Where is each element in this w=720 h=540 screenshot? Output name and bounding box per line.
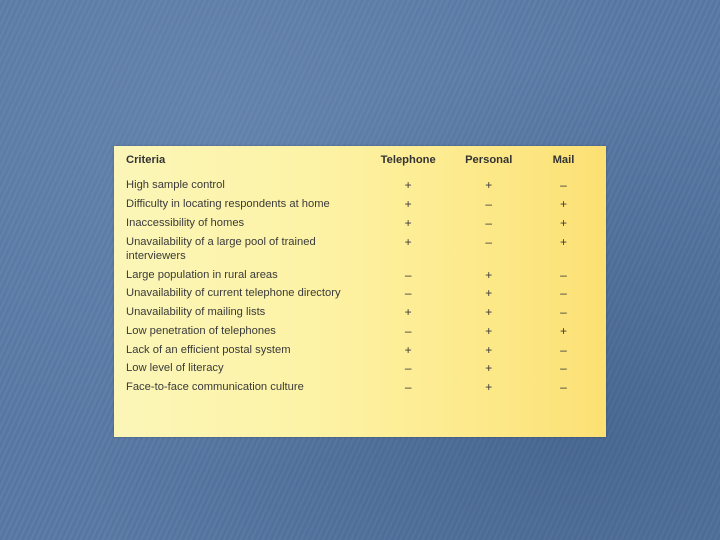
cell-criteria: Unavailability of mailing lists	[126, 306, 266, 319]
cell-telephone: +	[404, 342, 412, 357]
table-row	[122, 265, 600, 284]
cell-criteria: Unavailability of current telephone directory	[126, 287, 341, 300]
cell-telephone: –	[404, 361, 412, 376]
cell-personal: +	[485, 342, 493, 357]
cell-criteria: Lack of an efficient postal system	[126, 343, 291, 356]
cell-telephone: +	[404, 234, 412, 249]
cell-criteria: High sample control	[126, 179, 225, 192]
cell-criteria: Low penetration of telephones	[126, 324, 276, 337]
header-telephone: Telephone	[380, 154, 436, 166]
cell-telephone: –	[404, 267, 412, 282]
cell-mail: +	[559, 323, 567, 338]
cell-mail: +	[559, 234, 567, 249]
cell-mail: –	[560, 380, 567, 395]
cell-personal: –	[485, 197, 493, 212]
header-personal: Personal	[465, 154, 513, 166]
cell-telephone: –	[404, 380, 412, 395]
cell-telephone: –	[404, 323, 412, 338]
cell-criteria: Low level of literacy	[126, 362, 224, 375]
table-header-row	[122, 151, 600, 176]
table-row	[122, 195, 600, 214]
header-criteria: Criteria	[126, 154, 166, 166]
cell-criteria: Large population in rural areas	[126, 268, 278, 281]
cell-telephone: +	[404, 197, 412, 212]
table-row	[122, 340, 600, 359]
table-row	[122, 176, 600, 195]
cell-mail: –	[560, 305, 567, 320]
cell-personal: +	[485, 361, 493, 376]
table-row	[122, 303, 600, 322]
cell-telephone: +	[404, 178, 412, 193]
cell-criteria: Unavailability of a large pool of trained interviewers	[126, 235, 316, 262]
cell-mail: –	[560, 286, 567, 301]
criteria-table-image	[114, 146, 606, 437]
criteria-table	[122, 151, 600, 397]
cell-personal: +	[485, 323, 493, 338]
cell-criteria: Difficulty in locating respondents at home	[126, 198, 330, 211]
cell-personal: +	[485, 178, 493, 193]
cell-mail: –	[560, 267, 567, 282]
cell-mail: –	[560, 342, 567, 357]
table-row	[122, 359, 600, 378]
table-row	[122, 214, 600, 233]
cell-personal: +	[485, 380, 493, 395]
cell-personal: –	[485, 215, 493, 230]
cell-personal: –	[485, 234, 493, 249]
cell-mail: –	[560, 361, 567, 376]
cell-mail: –	[560, 178, 567, 193]
cell-personal: +	[485, 267, 493, 282]
cell-criteria: Inaccessibility of homes	[126, 216, 245, 229]
cell-criteria: Face-to-face communication culture	[126, 381, 304, 394]
cell-mail: +	[559, 215, 567, 230]
cell-telephone: +	[404, 305, 412, 320]
cell-personal: +	[485, 305, 493, 320]
table-row	[122, 232, 600, 265]
cell-telephone: +	[404, 215, 412, 230]
cell-mail: +	[559, 197, 567, 212]
table-row	[122, 284, 600, 303]
table-row	[122, 321, 600, 340]
table-row	[122, 378, 600, 397]
cell-telephone: –	[404, 286, 412, 301]
cell-personal: +	[485, 286, 493, 301]
header-mail: Mail	[552, 154, 575, 166]
table-body	[122, 176, 600, 397]
